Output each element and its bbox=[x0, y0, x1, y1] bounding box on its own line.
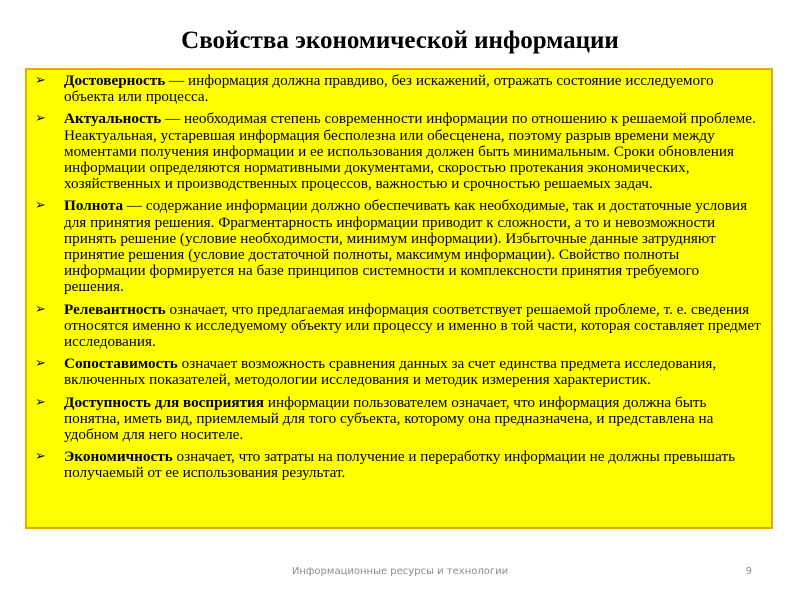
list-item bbox=[35, 111, 761, 192]
bullet-term: Доступность для восприятия bbox=[64, 393, 265, 411]
bullet-term: Сопоставимость bbox=[64, 355, 178, 373]
list-item bbox=[35, 198, 761, 295]
bullet-text: означает, что затраты на получение и переработку информации не должны превышать получаемый от ее использования результат. bbox=[64, 448, 736, 482]
arrow-bullet-icon: ➢ bbox=[35, 301, 46, 317]
list-item bbox=[35, 449, 761, 481]
list-item bbox=[35, 356, 761, 388]
content-box bbox=[25, 68, 773, 529]
bullet-term: Актуальность bbox=[64, 110, 162, 128]
bullet-term: Полнота bbox=[64, 197, 124, 215]
bullet-text: — информация должна правдиво, без искажений, отражать состояние исследуемого объекта или процесса. bbox=[64, 72, 714, 106]
footer-text: Информационные ресурсы и технологии bbox=[291, 566, 509, 577]
bullet-text: означает, что предлагаемая информация соответствует решаемой проблеме, т. е. сведения относятся именно к исследуемому объекту или процессу и именно в той части, которая составляет предмет исследования. bbox=[64, 300, 761, 351]
arrow-bullet-icon: ➢ bbox=[35, 111, 46, 127]
page-number: 9 bbox=[745, 566, 752, 577]
arrow-bullet-icon: ➢ bbox=[35, 449, 46, 465]
list-item bbox=[35, 73, 761, 105]
bullet-list bbox=[35, 73, 761, 482]
arrow-bullet-icon: ➢ bbox=[35, 394, 46, 410]
arrow-bullet-icon: ➢ bbox=[35, 356, 46, 372]
arrow-bullet-icon: ➢ bbox=[35, 198, 46, 214]
bullet-term: Релевантность bbox=[64, 300, 166, 318]
slide-title: Свойства экономической информации bbox=[181, 27, 619, 54]
bullet-term: Экономичность bbox=[64, 448, 173, 466]
list-item bbox=[35, 395, 761, 444]
list-item bbox=[35, 302, 761, 351]
bullet-term: Достоверность bbox=[64, 72, 166, 89]
arrow-bullet-icon: ➢ bbox=[35, 73, 46, 88]
bullet-text: — содержание информации должно обеспечивать как необходимые, так и достаточные условия для принятия решения. Фрагментарность информации приводит к сложности, а то и невозможности принять решение (условие необходимости, минимум информации). Избыточные данные затрудняют принятие решения (условие достаточной полноты, максимум информации). Свойство полноты информации формируется на базе принципов системности и комплексности принятия требуемого решения. bbox=[64, 197, 748, 296]
bullet-text: — необходимая степень современности информации по отношению к решаемой проблеме. Неактуальная, устаревшая информация бесполезна или обесценена, поэтому разрыв времени между моментами получения информации и ее использования должен быть минимальным. Сроки обновления информации определяются нормативными документами, скоростью протекания экономических, хозяйственных и производственных процессов, важностью и срочностью решаемых задач. bbox=[64, 110, 756, 193]
bullet-text: означает возможность сравнения данных за счет единства предмета исследования, включенных показателей, методологии исследования и методик измерения характеристик. bbox=[64, 355, 717, 389]
bullet-text: информации пользователем означает, что информация должна быть понятна, иметь вид, приемлемый для того субъекта, которому она предназначена, и представлена на удобном для него носителе. bbox=[64, 393, 714, 444]
